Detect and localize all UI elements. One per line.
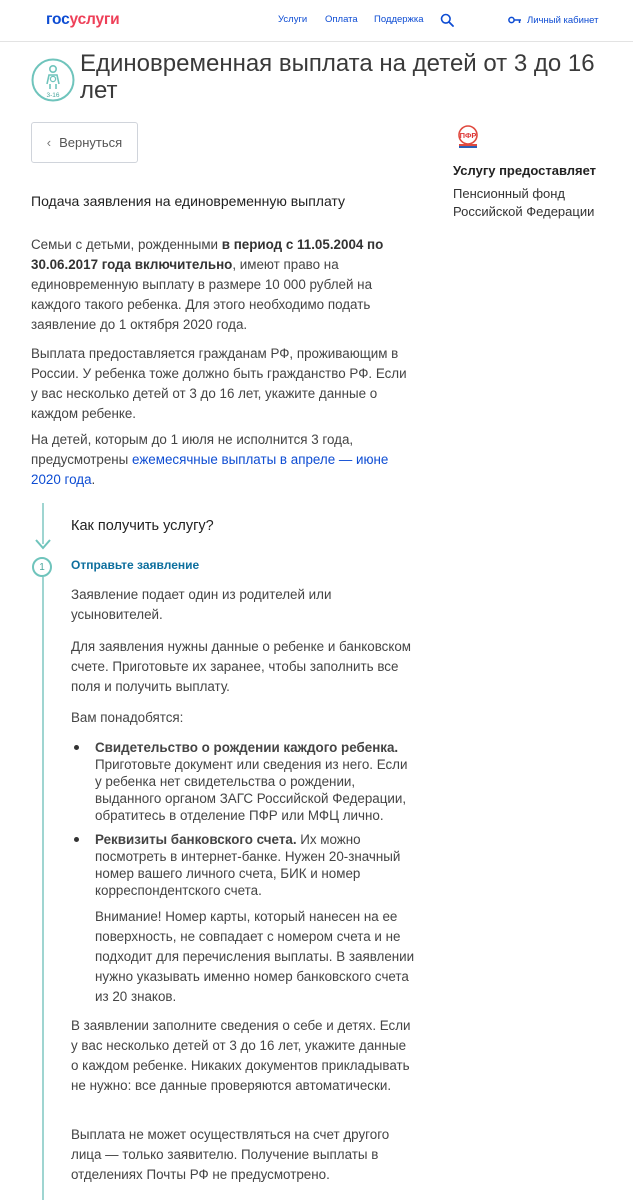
bullet-bold: Реквизиты банковского счета.	[95, 832, 297, 847]
bullet-bank-details	[95, 831, 415, 899]
provider-name[interactable]: Пенсионный фонд Российской Федерации	[453, 186, 595, 219]
step-paragraph: Выплата не может осуществляться на счет другого лица — только заявителю. Получение выплаты в отделениях Почты РФ не предусмотрено.	[71, 1127, 390, 1182]
provider-label: Услугу предоставляет	[453, 163, 597, 178]
intro-text: , имеют право на единовременную выплату в размере 10 000 рублей на каждого такого ребенка. Для этого необходимо подать заявление до 1 октября 2020 года.	[31, 257, 373, 332]
search-icon[interactable]	[440, 13, 454, 27]
timeline-line	[42, 577, 44, 1200]
bullet-dot	[74, 745, 79, 750]
chevron-left-icon: ‹	[46, 135, 52, 150]
key-icon	[508, 16, 522, 24]
personal-cabinet-link[interactable]	[508, 12, 598, 28]
back-button[interactable]	[31, 122, 138, 163]
intro-text: Семьи с детьми, рожденными	[31, 237, 222, 252]
intro-text: На детей, которым до 1 июля не исполнится 3 года, предусмотрены	[31, 432, 354, 467]
warning-paragraph: Внимание! Номер карты, который нанесен на ее поверхность, не совпадает с номером счета и не подходит для перечисления выплаты. В заявлении нужно указывать именно номер банковского счета из 20 знаков.	[95, 909, 415, 1004]
nav-services[interactable]: Услуги	[278, 14, 308, 25]
intro-paragraph-1	[31, 235, 411, 335]
bullet-text: Приготовьте документ или сведения из него. Если у ребенка нет свидетельства о рождении, выданного органом ЗАГС Российской Федерации, обратитесь в отделение ПФР или МФЦ лично.	[95, 757, 408, 823]
step-paragraph: Вам понадобятся:	[71, 710, 184, 725]
step-title: Отправьте заявление	[71, 558, 200, 572]
badge-age-label: 3-16	[46, 92, 60, 99]
nav-support[interactable]: Поддержка	[374, 14, 424, 25]
nav-payment[interactable]: Оплата	[325, 14, 358, 25]
bullet-dot	[74, 837, 79, 842]
intro-paragraph-3	[31, 430, 411, 490]
arrow-down-icon	[35, 538, 51, 550]
section-subheading: Подача заявления на единовременную выплату	[31, 193, 346, 209]
how-to-heading: Как получить услугу?	[71, 518, 214, 534]
children-badge-icon	[31, 58, 75, 102]
intro-paragraph-2: Выплата предоставляется гражданам РФ, проживающим в России. У ребенка тоже должно быть гражданство РФ. Если у вас несколько детей от 3 до 16 лет, укажите данные о каждом ребенке.	[31, 346, 407, 421]
pfr-logo-text: ПФР	[459, 131, 477, 140]
step-paragraph: Заявление подает один из родителей или усыновителей.	[71, 587, 332, 622]
logo-part-uslugi: услуги	[69, 11, 120, 28]
pfr-logo	[455, 125, 481, 149]
step-paragraph: Для заявления нужны данные о ребенке и банковском счете. Приготовьте их заранее, чтобы заполнить все поля и получить выплату.	[71, 639, 412, 694]
back-button-label: Вернуться	[59, 135, 123, 150]
intro-period-bold: в период с 11.05.2004 по 30.06.2017 года включительно	[31, 237, 384, 272]
intro-text: .	[91, 472, 96, 487]
top-header	[0, 0, 633, 42]
bullet-birth-certificate	[95, 739, 415, 824]
page-title: Единовременная выплата на детей от 3 до 16 лет	[80, 50, 595, 104]
bullet-text: Их можно посмотреть в интернет-банке. Нужен 20-значный номер вашего личного счета, БИК и номер корреспондентского счета.	[95, 832, 401, 898]
step-number-badge: 1	[32, 557, 52, 577]
bullet-bold: Свидетельство о рождении каждого ребенка.	[95, 740, 399, 755]
logo-part-gos: гос	[46, 11, 70, 28]
monthly-payments-link[interactable]: ежемесячные выплаты в апреле — июне 2020 года	[31, 452, 389, 487]
personal-cabinet-label: Личный кабинет	[527, 14, 599, 26]
step-paragraph: В заявлении заполните сведения о себе и детях. Если у вас несколько детей от 3 до 16 лет, укажите данные о каждом ребенке. Никаких документов прикладывать не нужно: все данные проверяются автоматически.	[71, 1018, 411, 1093]
gosuslugi-logo[interactable]	[46, 11, 119, 29]
